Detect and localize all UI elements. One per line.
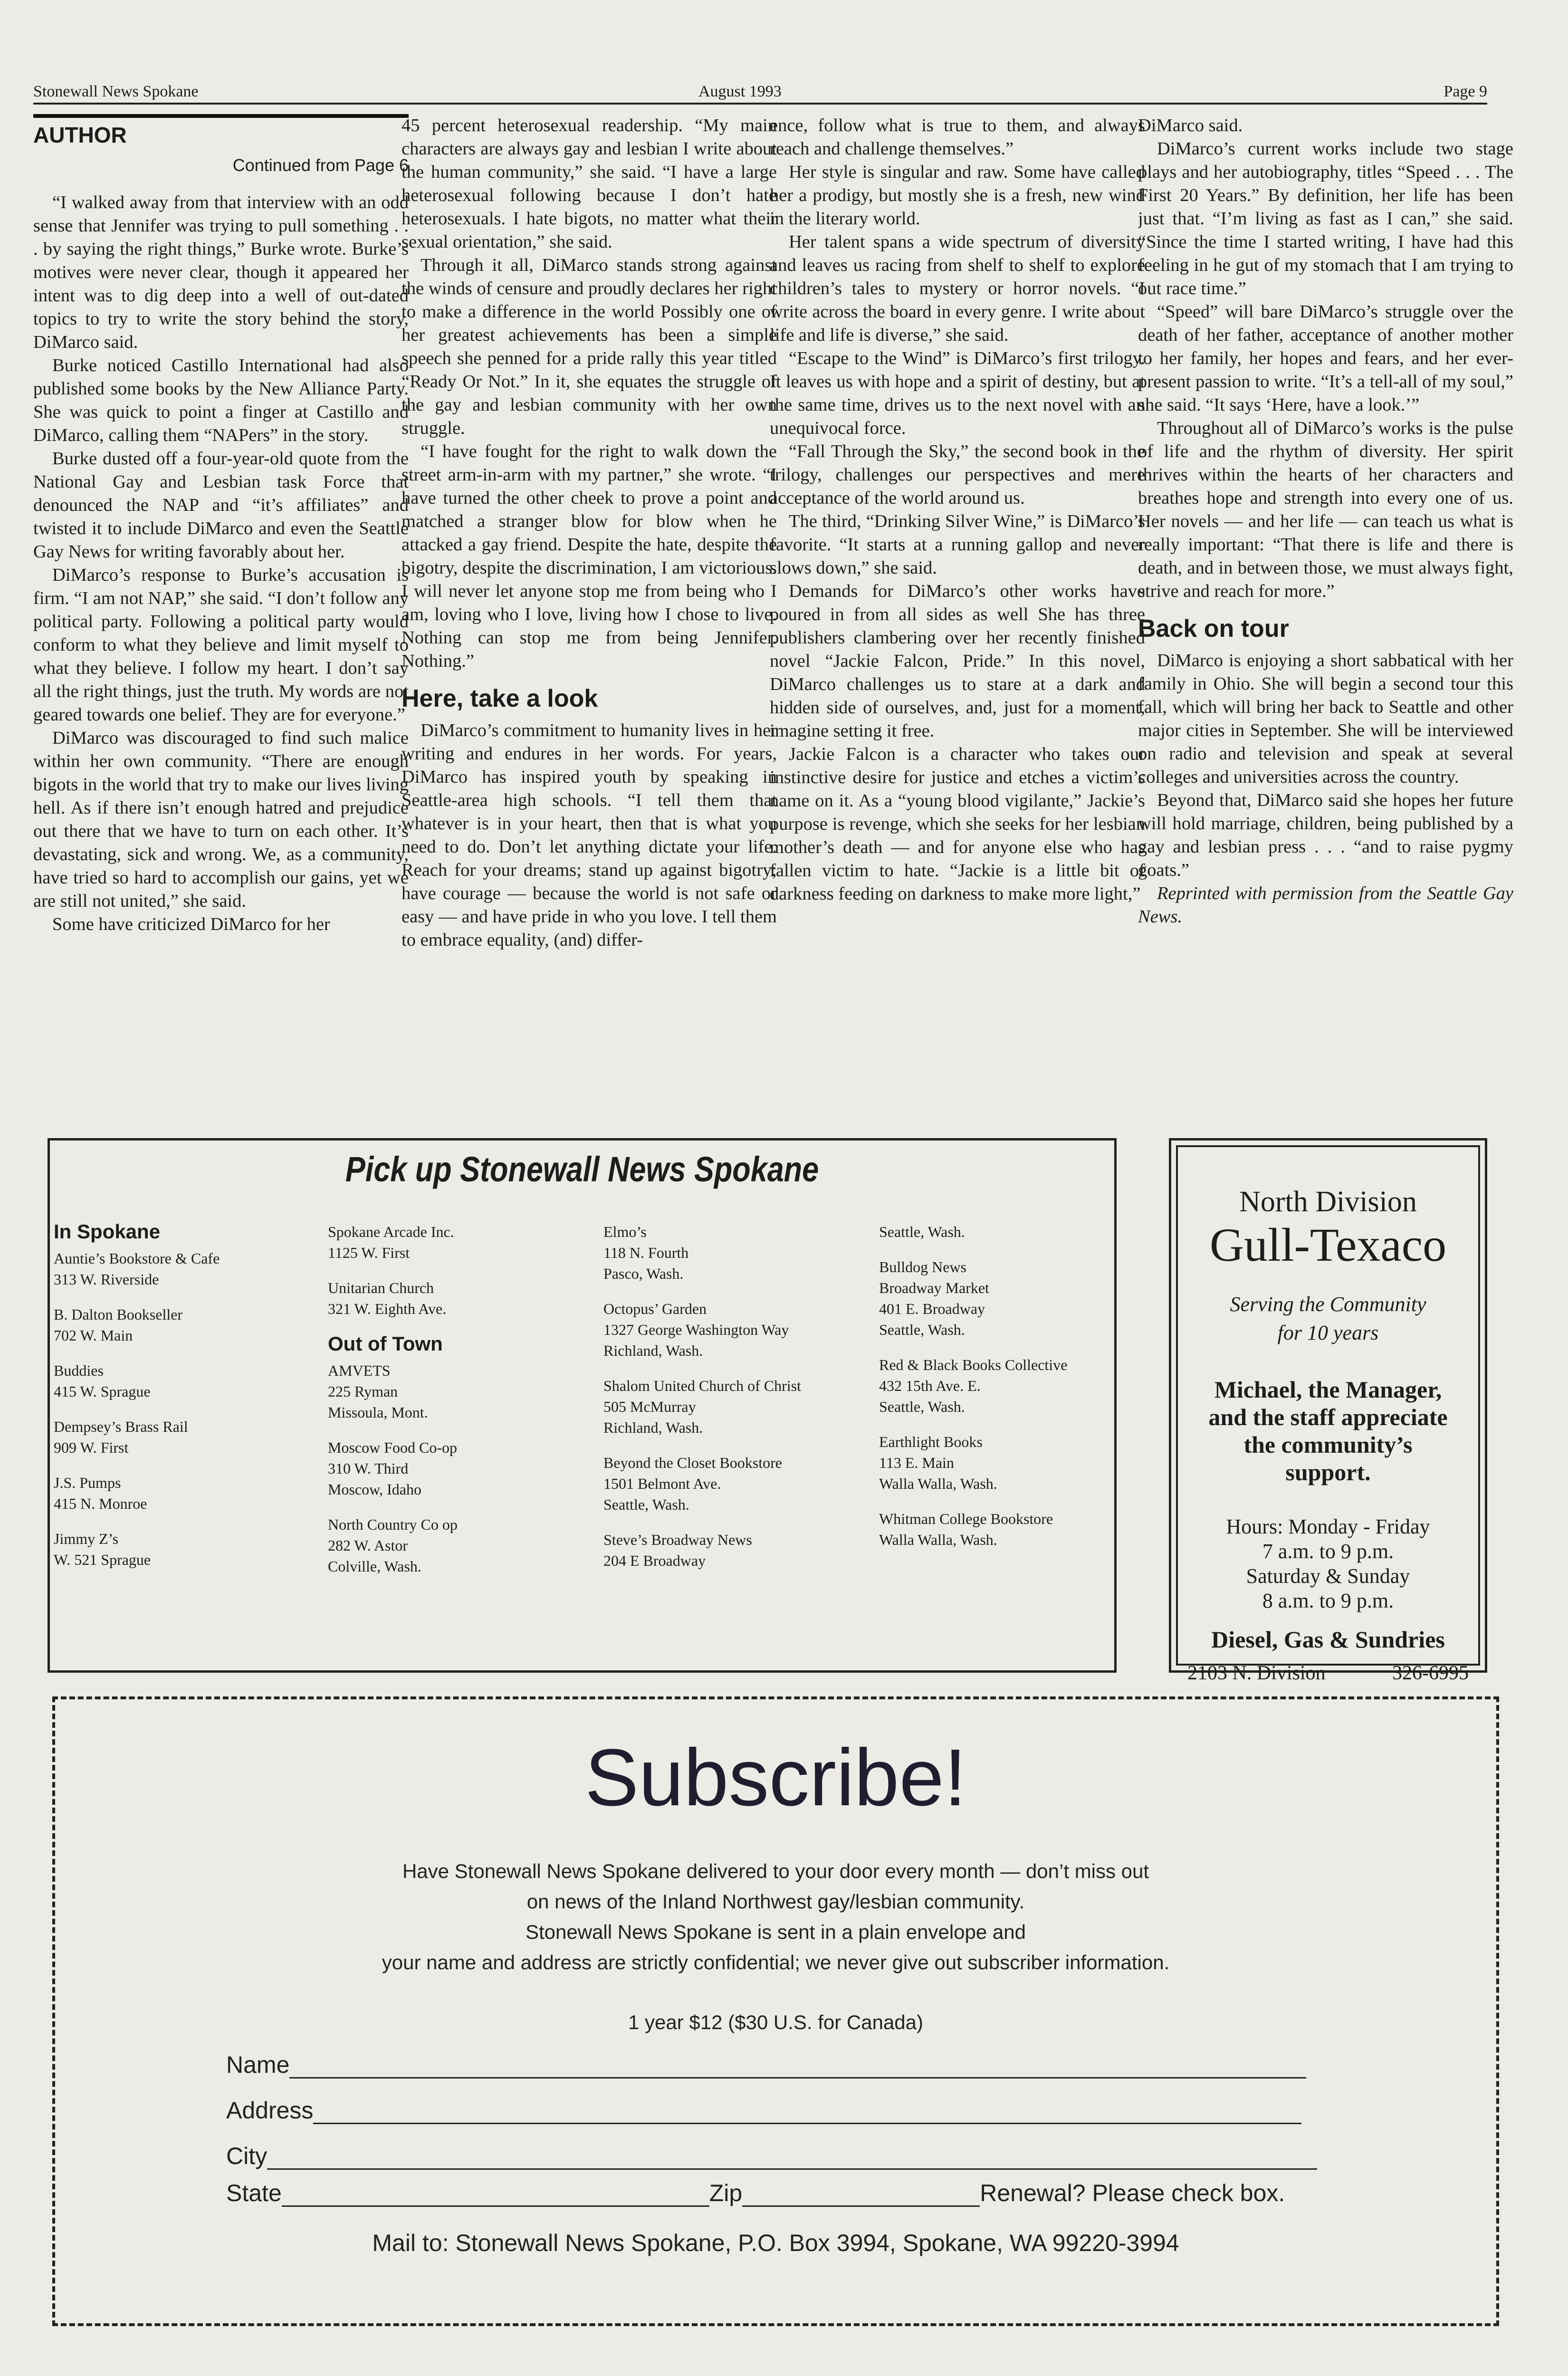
col3-body (770, 114, 1145, 906)
out-of-town-header: Out of Town (328, 1332, 443, 1355)
subscribe-form (52, 1696, 1499, 2326)
ad-address: 2103 N. Division (1187, 1662, 1326, 1684)
col2-body-a (402, 114, 777, 673)
reprint-credit: Reprinted with permission from the Seattle Gay News. (1138, 883, 1513, 927)
ad-manager-message (1178, 1376, 1478, 1486)
ad-contact (1178, 1662, 1478, 1685)
ad-services: Diesel, Gas & Sundries (1211, 1626, 1445, 1653)
pickup-location: Moscow Food Co-op 310 W. Third Moscow, Idaho (328, 1439, 458, 1498)
paragraph: Her talent spans a wide spectrum of diversity and leaves us racing from shelf to shelf to explore children’s tales to mystery or horror novels. “I write across the board in every genre. I write about life and life is diverse,” she said. (770, 232, 1145, 345)
ad-manager-line-3: the community’s (1243, 1431, 1413, 1458)
pickup-list-2a (328, 1221, 594, 1319)
paragraph: DiMarco said. (1138, 115, 1243, 135)
ad-serving-line-2: for 10 years (1277, 1321, 1379, 1344)
pickup-location: Steve’s Broadway News 204 E Broadway (603, 1531, 752, 1569)
pickup-location: North Country Co op 282 W. Astor Colville, Wash. (328, 1516, 458, 1575)
paragraph: DiMarco’s current works include two stage plays and her autobiography, titles “Speed . . . The First 20 Years.” By definition, her life has been just that. “I’m living as fast as I can,” she said. “Since the time I started writing, I have had this feeling in he gut of my stomach that I am trying to out race time.” (1138, 139, 1513, 298)
ad-hours-line-1: Hours: Monday - Friday (1226, 1515, 1430, 1538)
paragraph: Her style is singular and raw. Some have called her a prodigy, but mostly she is a fresh, new wind in the literary world. (770, 162, 1145, 229)
paragraph: Some have criticized DiMarco for her (52, 914, 330, 934)
paragraph: “Speed” will bare DiMarco’s struggle over the death of her father, acceptance of another mother to her family, her hopes and fears, and her ever-present passion to write. “It’s a tell-all of my soul,” she said. “It says ‘Here, have a look.’” (1138, 302, 1513, 415)
paragraph: “Escape to the Wind” is DiMarco’s first trilogy. It leaves us with hope and a spirit of destiny, but at the same time, drives us to the next novel with an unequivocal force. (770, 348, 1145, 438)
renewal-label: Renewal? Please check box. (980, 2180, 1285, 2206)
page-header (33, 76, 1487, 105)
ad-manager-line-1: Michael, the Manager, (1214, 1376, 1442, 1403)
pickup-location: Earthlight Books 113 E. Main Walla Walla, Wash. (879, 1433, 997, 1492)
pickup-location: Bulldog News Broadway Market 401 E. Broadway Seattle, Wash. (879, 1258, 989, 1338)
paragraph: “I have fought for the right to walk down the street arm-in-arm with my partner,” she wrote. “I have turned the other cheek to prove a point and matched a stranger blow for blow when he attacked a gay friend. Despite the hate, despite the bigotry, despite the discrimination, I am victorious. I will never let anyone stop me from being who I am, loving who I love, living how I chose to live. Nothing can stop me from being Jennifer. Nothing.” (402, 441, 777, 671)
col1-body (33, 191, 409, 936)
in-spokane-header: In Spokane (54, 1220, 161, 1243)
paragraph: ence, follow what is true to them, and always reach and challenge themselves.” (770, 115, 1145, 159)
zip-field[interactable] (742, 2183, 980, 2207)
paragraph: DiMarco’s commitment to humanity lives in her writing and endures in her words. For years, DiMarco has inspired youth by speaking in Seattle-area high schools. “I tell them that whatever is in your heart, then that is what you need to do. Don’t let anything dictate your life. Reach for your dreams; stand up against bigotry; have courage — because the world is not safe or easy — and have pride in who you love. I tell them to embrace equality, (and) differ- (402, 720, 777, 950)
pickup-locations-box (48, 1138, 1117, 1673)
issue-date: August 1993 (698, 83, 782, 100)
subscribe-description (55, 1856, 1496, 1978)
subhead-back-on-tour: Back on tour (1138, 615, 1289, 642)
paragraph: DiMarco is enjoying a short sabbatical with her family in Ohio. She will begin a second tour this fall, which will bring her back to Seattle and other major cities in September. She will be interviewed on radio and television and speak at several colleges and universities across the country. (1138, 651, 1513, 787)
subscribe-desc-line-2: on news of the Inland Northwest gay/lesbian community. (526, 1890, 1025, 1913)
ad-manager-line-4: support. (1285, 1459, 1371, 1485)
ad-hours-line-4: 8 a.m. to 9 p.m. (1262, 1589, 1394, 1612)
continued-note: Continued from Page 6 (232, 155, 409, 175)
paragraph: The third, “Drinking Silver Wine,” is DiMarco’s favorite. “It starts at a running gallop and never slows down,” she said. (770, 511, 1145, 578)
paragraph: DiMarco’s response to Burke’s accusation is firm. “I am not NAP,” she said. “I don’t follow any political party. Following a political party would conform to what they believe and limit myself to what they believe. I follow my heart. I don’t say all the right things, just the truth. My words are not geared towards one belief. They are for everyone.” (33, 565, 409, 725)
state-zip-row (226, 2179, 1285, 2207)
paragraph: “I walked away from that interview with an odd sense that Jennifer was trying to pull something . . . by saying the right things,” Burke wrote. Burke’s motives were never clear, though it appeared her intent was to dig deep into a well of out-dated topics to try to write the story behind the story, DiMarco said. (33, 192, 409, 352)
name-field[interactable] (289, 2054, 1306, 2079)
article-column-2 (402, 114, 777, 1117)
pickup-location: B. Dalton Bookseller 702 W. Main (54, 1306, 183, 1344)
col2-body-b (402, 719, 777, 952)
ad-hours-line-3: Saturday & Sunday (1246, 1564, 1410, 1588)
paragraph: 45 percent heterosexual readership. “My main characters are always gay and lesbian I write about the human community,” she said. “I have a large heterosexual following because I don’t hate heterosexuals. I hate bigots, no matter what their sexual orientation,” she said. (402, 115, 777, 252)
ad-hours-line-2: 7 a.m. to 9 p.m. (1262, 1540, 1394, 1563)
col4-body-b (1138, 649, 1513, 882)
pickup-location: Shalom United Church of Christ 505 McMurray Richland, Wash. (603, 1377, 801, 1436)
ad-serving-line-1: Serving the Community (1230, 1293, 1426, 1316)
pickup-list-2b (328, 1360, 594, 1577)
paragraph: Through it all, DiMarco stands strong against the winds of censure and proudly declares her right to make a difference in the world Possibly one of her greatest achievements has been a simple speech she penned for a pride rally this year titled “Ready Or Not.” In it, she equates the struggle of the gay and lesbian community with her own struggle. (402, 255, 777, 438)
pickup-column-3 (603, 1221, 870, 1585)
state-label: State (226, 2180, 282, 2206)
subscription-price: 1 year $12 ($30 U.S. for Canada) (628, 2011, 924, 2033)
paragraph: Jackie Falcon is a character who takes our instinctive desire for justice and etches a victim’s name on it. As a “young blood vigilante,” Jackie’s purpose is revenge, which she seeks for her lesbian mother’s death — and for anyone else who has fallen victim to hate. “Jackie is a little bit of darkness feeding on darkness to make more light,” (770, 744, 1145, 904)
subscribe-title: Subscribe! (584, 1733, 967, 1823)
page-number: Page 9 (1444, 83, 1487, 100)
paragraph: Demands for DiMarco’s other works have poured in from all sides as well She has three publishers clambering over her recently finished novel “Jackie Falcon, Pride.” In this novel, DiMarco challenges us to stare at a dark and hidden side of ourselves, and, just for a moment, imagine setting it free. (770, 581, 1145, 741)
pickup-location: Dempsey’s Brass Rail 909 W. First (54, 1418, 188, 1456)
pickup-column-1 (54, 1221, 320, 1584)
pickup-column-4 (879, 1221, 1145, 1564)
pickup-location: Octopus’ Garden 1327 George Washington Way Richland, Wash. (603, 1300, 789, 1359)
zip-label: Zip (709, 2180, 743, 2206)
ad-hours (1178, 1514, 1478, 1613)
subscribe-desc-line-3: Stonewall News Spokane is sent in a plain envelope and (525, 1921, 1026, 1943)
pickup-location: Whitman College Bookstore Walla Walla, Wash. (879, 1510, 1053, 1548)
article-column-3 (770, 114, 1145, 1117)
gull-texaco-ad (1169, 1138, 1487, 1684)
pickup-location: Red & Black Books Collective 432 15th Ave. E. Seattle, Wash. (879, 1356, 1068, 1415)
subscribe-desc-line-1: Have Stonewall News Spokane delivered to your door every month — don’t miss out (402, 1860, 1149, 1882)
name-row (226, 2051, 1306, 2079)
subhead-here-take-a-look: Here, take a look (402, 685, 598, 712)
pickup-column-2 (328, 1221, 594, 1591)
pickup-location: Beyond the Closet Bookstore 1501 Belmont Ave. Seattle, Wash. (603, 1454, 782, 1513)
city-label: City (226, 2143, 268, 2169)
state-field[interactable] (282, 2183, 709, 2207)
pickup-location: J.S. Pumps 415 N. Monroe (54, 1474, 147, 1512)
city-row (226, 2142, 1317, 2170)
pickup-location: AMVETS 225 Ryman Missoula, Mont. (328, 1362, 428, 1421)
article-kicker: AUTHOR (33, 123, 127, 147)
pickup-title: Pick up Stonewall News Spokane (345, 1150, 819, 1189)
pickup-location: Auntie’s Bookstore & Cafe 313 W. Riverside (54, 1250, 220, 1288)
article-column-4 (1138, 114, 1513, 1117)
paragraph: Beyond that, DiMarco said she hopes her future will hold marriage, children, being published by a gay and lesbian press . . . “and to raise pygmy goats.” (1138, 790, 1513, 880)
ad-phone: 326-6995 (1392, 1662, 1469, 1684)
ad-manager-line-2: and the staff appreciate (1208, 1404, 1448, 1430)
name-label: Name (226, 2051, 290, 2078)
subscribe-desc-line-4: your name and address are strictly confidential; we never give out subscriber information. (382, 1951, 1170, 1974)
address-row (226, 2097, 1301, 2124)
pickup-location: Unitarian Church 321 W. Eighth Ave. (328, 1279, 447, 1317)
paragraph: “Fall Through the Sky,” the second book in the trilogy, challenges our perspectives and mere acceptance of the world around us. (770, 441, 1145, 508)
ad-location: North Division (1239, 1186, 1417, 1218)
pickup-location: Spokane Arcade Inc. 1125 W. First (328, 1223, 454, 1261)
kicker-rule (33, 114, 409, 118)
paragraph: DiMarco was discouraged to find such malice within her own community. “There are enough bigots in the world that try to make our lives living hell. As if there isn’t enough hatred and prejudice out there that we have to turn on each other. It’s devastating, sick and wrong. We, as a community, have tried so hard to accomplish our gains, yet we are still not united,” she said. (33, 728, 409, 911)
publication-name: Stonewall News Spokane (33, 83, 199, 100)
ad-serving (1178, 1290, 1478, 1347)
ad-business-name: Gull-Texaco (1209, 1218, 1447, 1271)
paragraph: Burke noticed Castillo International had also published some books by the New Alliance Party. She was quick to point a finger at Castillo and DiMarco, calling them “NAPers” in the story. (33, 355, 409, 445)
pickup-location: Buddies 415 W. Sprague (54, 1362, 151, 1400)
paragraph: Throughout all of DiMarco’s works is the pulse of life and the rhythm of diversity. Her spirit thrives within the hearts of her characters and breathes hope and strength into every one of us. Her novels — and her life — can teach us what is really important: “That there is life and there is death, and in between those, we must always fight, strive and reach for more.” (1138, 418, 1513, 601)
pickup-location: Seattle, Wash. (879, 1223, 965, 1240)
mail-to-address: Mail to: Stonewall News Spokane, P.O. Box 3994, Spokane, WA 99220-3994 (372, 2230, 1179, 2256)
pickup-location: Elmo’s 118 N. Fourth Pasco, Wash. (603, 1223, 689, 1282)
city-field[interactable] (267, 2146, 1317, 2170)
ad-inner-frame (1176, 1145, 1480, 1684)
pickup-location: Jimmy Z’s W. 521 Sprague (54, 1530, 151, 1568)
address-field[interactable] (313, 2100, 1301, 2124)
col4-body-a (1138, 114, 1513, 603)
paragraph: Burke dusted off a four-year-old quote from the National Gay and Lesbian task Force that denounced the NAP and “it’s affiliates” and twisted it to include DiMarco and even the Seattle Gay News for writing favorably about her. (33, 449, 409, 562)
article-column-1 (33, 114, 409, 1117)
pickup-list-4 (879, 1221, 1145, 1550)
address-label: Address (226, 2097, 314, 2124)
pickup-list-3 (603, 1221, 870, 1571)
pickup-list-1 (54, 1248, 320, 1570)
